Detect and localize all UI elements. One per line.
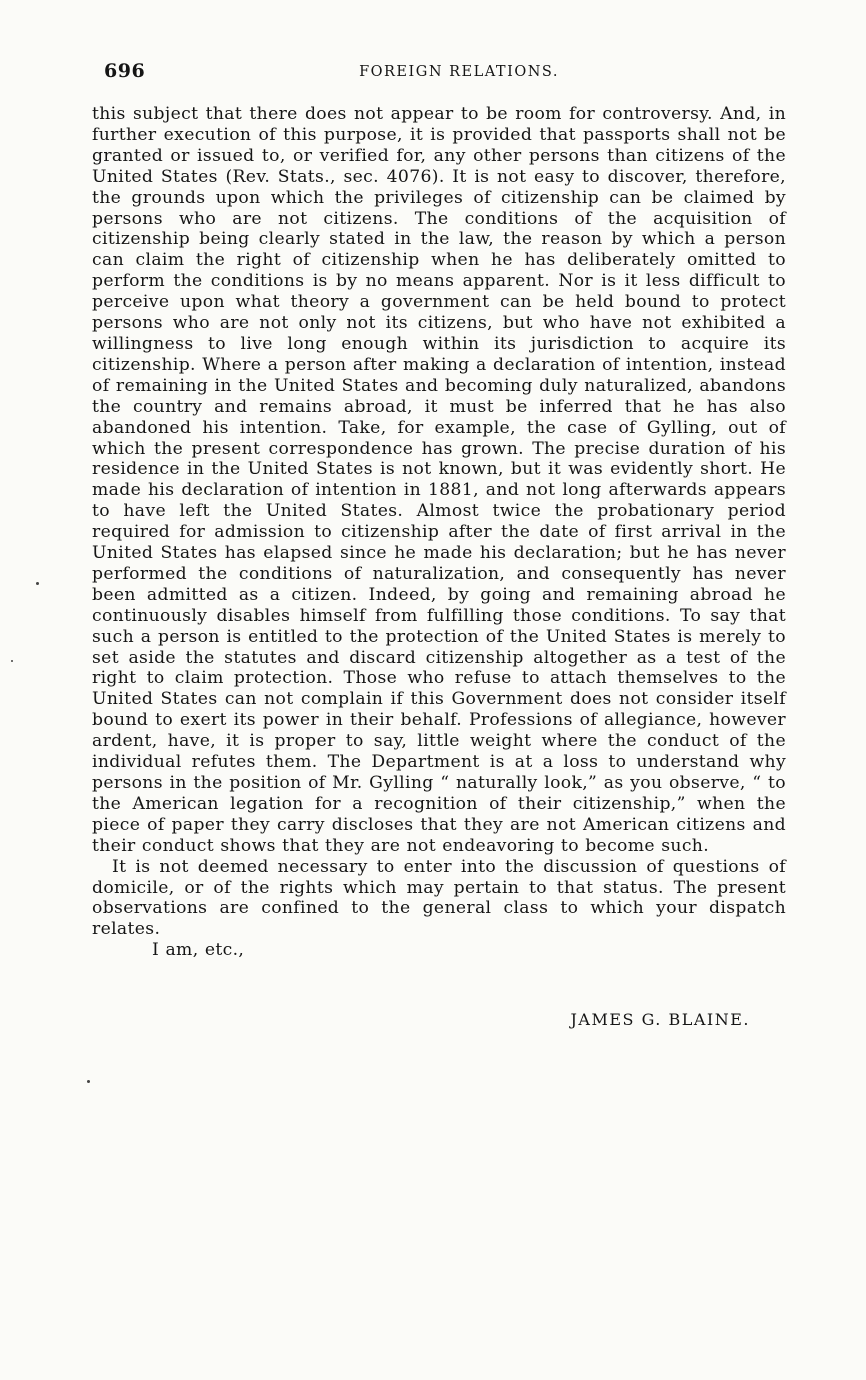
scan-speck <box>87 1080 90 1083</box>
closing-line: I am, etc., <box>152 940 245 961</box>
scan-speck <box>36 582 39 585</box>
paragraph-1: this subject that there does not appear to be room for controversy. And, in further execution of this purpose, it is provided that passports shall not be granted or issued to, or verified for, any other persons than citizens of the United States (Rev. Stats., sec. 4076). It is not easy to discover, therefore, the grounds upon which the privileges of citizenship can be claimed by persons who are not citizens. The conditions of the acquisition of citizenship being clearly stated in the law, the reason by which a person can claim the right of citizenship when he has deliberately omitted to perform the conditions is by no means apparent. Nor is it less difficult to perceive upon what theory a government can be held bound to protect persons who are not only not its citizens, but who have not exhibited a willingness to live long enough within its jurisdiction to acquire its citizenship. Where a person after making a declaration of intention, instead of remaining in the United States and becoming duly naturalized, abandons the country and remains abroad, it must be inferred that he has also abandoned his intention. Take, for example, the case of Gylling, out of which the present correspondence has grown. The precise duration of his residence in the United States is not known, but it was evidently short. He made his declaration of intention in 1881, and not long afterwards appears to have left the United States. Almost twice the probationary period required for admission to citizenship after the date of first arrival in the United States has elapsed since he made his declaration; but he has never performed the conditions of naturalization, and consequently has never been admitted as a citizen. Indeed, by going and remaining abroad he continuously disables himself from fulfilling those conditions. To say that such a person is entitled to the protection of the United States is merely to set aside the statutes and discard citizenship altogether as a test of the right to claim protection. Those who refuse to attach themselves to the United States can not complain if this Government does not consider itself bound to exert its power in their behalf. Professions of allegiance, however ardent, have, it is proper to say, little weight where the conduct of the individual refutes them. The Department is at a loss to understand why persons in the position of Mr. Gylling “ naturally look,” as you observe, “ to the American legation for a recognition of their citizenship,” when the piece of paper they carry discloses that they are not American citizens and their conduct shows that they are not endeavoring to become such. <box>92 104 786 856</box>
scan-speck <box>11 660 13 662</box>
running-head: FOREIGN RELATIONS. <box>359 64 559 80</box>
page-number: 696 <box>104 60 146 82</box>
page-header <box>104 60 784 90</box>
body-text <box>92 104 786 961</box>
signature: JAMES G. BLAINE. <box>570 1010 750 1029</box>
paragraph-2: It is not deemed necessary to enter into the discussion of questions of domicile, or of the rights which may pertain to that status. The present observations are confined to the general class to which your dispatch relates. <box>92 856 786 940</box>
